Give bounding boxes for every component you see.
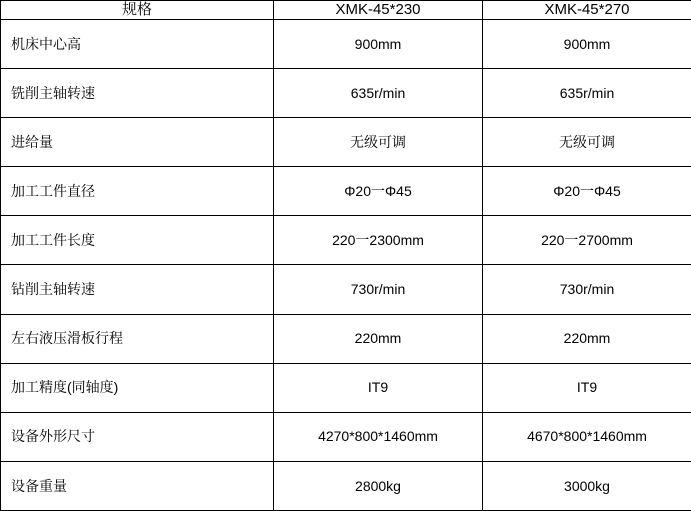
- row-label: 左右液压滑板行程: [1, 314, 274, 363]
- row-value-model-1: 2800kg: [274, 461, 483, 510]
- row-value-model-2: IT9: [483, 363, 691, 412]
- row-value-model-1: 900mm: [274, 20, 483, 69]
- column-header-model-1: XMK-45*230: [274, 1, 483, 20]
- row-value-model-1: IT9: [274, 363, 483, 412]
- table-row: [1, 363, 691, 412]
- row-value-model-1: 635r/min: [274, 69, 483, 118]
- table-row: [1, 69, 691, 118]
- table-row: [1, 314, 691, 363]
- column-header-spec: 规格: [1, 1, 274, 20]
- row-value-model-2: 900mm: [483, 20, 691, 69]
- row-label: 钻削主轴转速: [1, 265, 274, 314]
- row-label: 设备重量: [1, 461, 274, 510]
- table-row: [1, 118, 691, 167]
- row-value-model-1: 无级可调: [274, 118, 483, 167]
- column-header-model-2: XMK-45*270: [483, 1, 691, 20]
- row-value-model-1: 220mm: [274, 314, 483, 363]
- row-label: 加工工件直径: [1, 167, 274, 216]
- row-label: 加工精度(同轴度): [1, 363, 274, 412]
- table-row: [1, 412, 691, 461]
- row-value-model-2: 220一2700mm: [483, 216, 691, 265]
- row-label: 设备外形尺寸: [1, 412, 274, 461]
- row-label: 进给量: [1, 118, 274, 167]
- row-label: 机床中心高: [1, 20, 274, 69]
- row-value-model-1: 4270*800*1460mm: [274, 412, 483, 461]
- table-row: [1, 20, 691, 69]
- row-value-model-2: 无级可调: [483, 118, 691, 167]
- table-body: [1, 20, 691, 511]
- row-value-model-2: 730r/min: [483, 265, 691, 314]
- table-row: [1, 265, 691, 314]
- row-value-model-2: 220mm: [483, 314, 691, 363]
- row-value-model-1: 730r/min: [274, 265, 483, 314]
- row-value-model-2: 3000kg: [483, 461, 691, 510]
- table-row: [1, 216, 691, 265]
- table-header: [1, 1, 691, 20]
- row-value-model-1: Φ20一Φ45: [274, 167, 483, 216]
- row-value-model-2: 635r/min: [483, 69, 691, 118]
- table-header-row: [1, 1, 691, 20]
- row-value-model-1: 220一2300mm: [274, 216, 483, 265]
- row-label: 加工工件长度: [1, 216, 274, 265]
- table-row: [1, 461, 691, 510]
- row-value-model-2: Φ20一Φ45: [483, 167, 691, 216]
- row-label: 铣削主轴转速: [1, 69, 274, 118]
- row-value-model-2: 4670*800*1460mm: [483, 412, 691, 461]
- table-row: [1, 167, 691, 216]
